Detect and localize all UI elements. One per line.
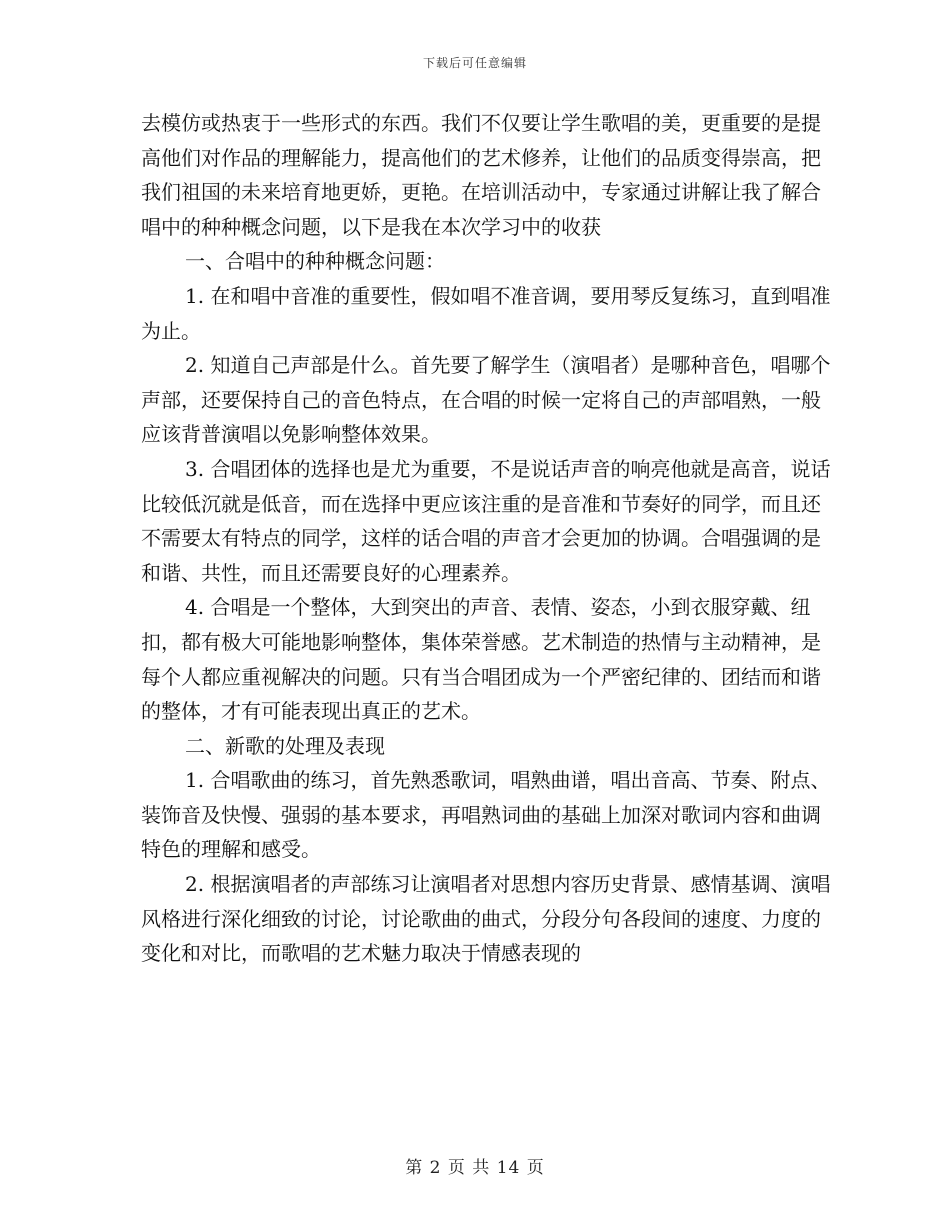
paragraph-item: 1. 在和唱中音准的重要性，假如唱不准音调，要用琴反复练习，直到唱准为止。 bbox=[141, 283, 831, 343]
paragraph-intro-continued: 去模仿或热衷于一些形式的东西。我们不仅要让学生歌唱的美，更重要的是提高他们对作品的理解能力，提高他们的艺术修养，让他们的品质变得崇高，把我们祖国的未来培育地更娇，更艳。在培训活动中，专家通过讲解让我了解合唱中的种种概念问题，以下是我在本次学习中的收获 bbox=[141, 111, 821, 239]
section-heading-new-songs: 二、新歌的处理及表现 bbox=[185, 733, 385, 758]
paragraph-item: 2. 知道自己声部是什么。首先要了解学生（演唱者）是哪种音色，唱哪个声部，还要保持自己的音色特点，在合唱的时候一定将自己的声部唱熟，一般应该背普演唱以免影响整体效果。 bbox=[141, 353, 831, 447]
section-heading-concepts: 一、合唱中的种种概念问题： bbox=[185, 249, 445, 274]
paragraph-item: 3. 合唱团体的选择也是尤为重要，不是说话声音的响亮他就是高音，说话比较低沉就是低音，而在选择中更应该注重的是音准和节奏好的同学，而且还不需要太有特点的同学，这样的话合唱的声音才会更加的协调。合唱强调的是和谐、共性，而且还需要良好的心理素养。 bbox=[141, 456, 831, 585]
header-note: 下载后可任意编辑 bbox=[422, 56, 527, 70]
paragraph-item: 2. 根据演唱者的声部练习让演唱者对思想内容历史背景、感情基调、演唱风格进行深化细致的讨论，讨论歌曲的曲式，分段分句各段间的速度、力度的变化和对比，而歌唱的艺术魅力取决于情感表现的 bbox=[141, 872, 831, 966]
paragraph-item: 1. 合唱歌曲的练习，首先熟悉歌词，唱熟曲谱，唱出音高、节奏、附点、装饰音及快慢、强弱的基本要求，再唱熟词曲的基础上加深对歌词内容和曲调特色的理解和感受。 bbox=[141, 768, 831, 862]
paragraph-item: 4. 合唱是一个整体，大到突出的声音、表情、姿态，小到衣服穿戴、纽扣，都有极大可能地影响整体，集体荣誉感。艺术制造的热情与主动精神，是每个人都应重视解决的问题。只有当合唱团成为一个严密纪律的、团结而和谐的整体，才有可能表现出真正的艺术。 bbox=[141, 595, 821, 724]
page-number-footer: 第 2 页 共 14 页 bbox=[405, 1158, 545, 1178]
document-body bbox=[141, 106, 831, 971]
